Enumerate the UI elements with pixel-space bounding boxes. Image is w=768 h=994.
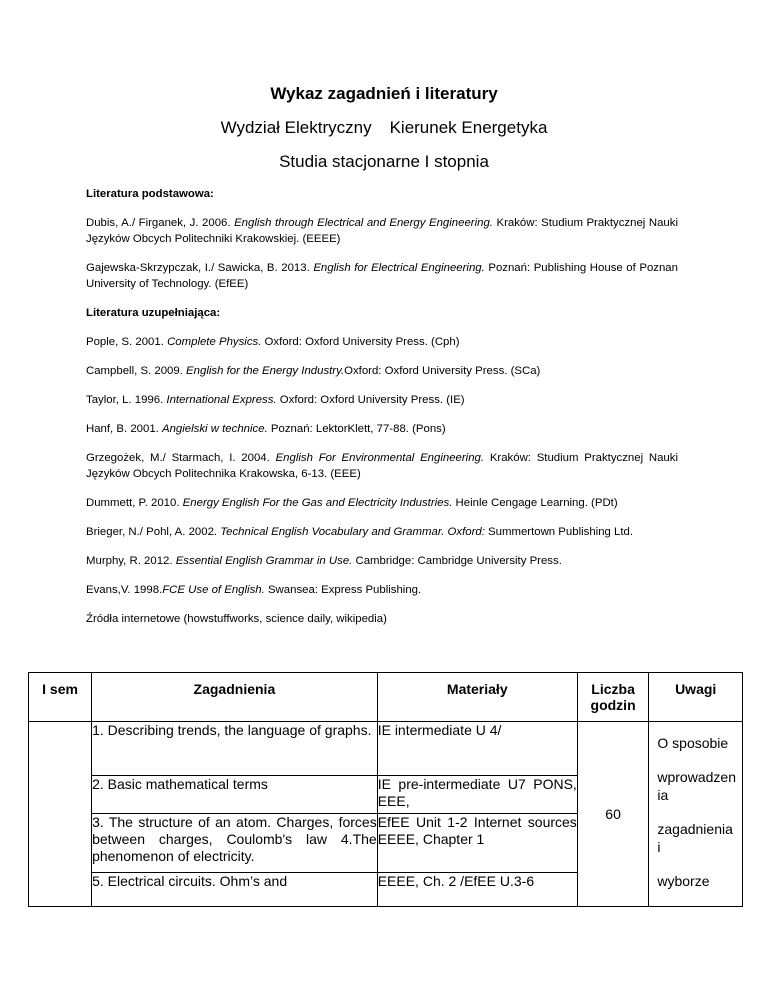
literature-section: [86, 186, 678, 640]
notes-line: O sposobie: [657, 735, 729, 751]
reference-item: Hanf, B. 2001. Angielski w technice. Poznań: LektorKlett, 77-88. (Pons): [86, 423, 446, 435]
course-name: Kierunek Energetyka: [389, 118, 548, 137]
reference-item: Brieger, N./ Pohl, A. 2002. Technical English Vocabulary and Grammar. Oxford: Summertown Publishing Ltd.: [86, 526, 634, 538]
extra-literature-heading: Literatura uzupełniająca:: [86, 307, 221, 319]
topic-cell: 3. The structure of an atom. Charges, forces between charges, Coulomb's law 4.The phenomenon of electricity.: [92, 813, 378, 872]
notes-cell: [649, 722, 743, 907]
table-header-row: [29, 673, 743, 722]
internet-sources: Źródła internetowe (howstuffworks, science daily, wikipedia): [86, 613, 387, 625]
reference-item: Dummett, P. 2010. Energy English For the Gas and Electricity Industries. Heinle Cengage Learning. (PDt): [86, 497, 618, 509]
reference-item: Dubis, A./ Firganek, J. 2006. English through Electrical and Energy Engineering. Kraków: Studium Praktycznej Nauki Języków Obcych Politechniki Krakowskiej. (EEEE): [86, 217, 678, 245]
reference-item: Grzegożek, M./ Starmach, I. 2004. English For Environmental Engineering. Kraków: Studium Praktycznej Nauki Języków Obcych Politechnika Krakowska, 6-13. (EEE): [86, 452, 678, 480]
semester-cell: [29, 722, 92, 907]
reference-item: Taylor, L. 1996. International Express. Oxford: Oxford University Press. (IE): [86, 394, 465, 406]
material-cell: EEEE, Ch. 2 /EfEE U.3-6: [377, 873, 577, 907]
topic-cell: 5. Electrical circuits. Ohm’s and: [92, 873, 378, 907]
header-topics: Zagadnienia: [92, 673, 378, 722]
basic-literature-heading: Literatura podstawowa:: [86, 188, 214, 200]
reference-item: Campbell, S. 2009. English for the Energy Industry.Oxford: Oxford University Press. (SCa): [86, 365, 541, 377]
topic-cell: 2. Basic mathematical terms: [92, 775, 378, 813]
header-notes: Uwagi: [649, 673, 743, 722]
reference-item: Gajewska-Skrzypczak, I./ Sawicka, B. 2013. English for Electrical Engineering. Poznań: Publishing House of Poznan University of Technology. (EfEE): [86, 262, 678, 290]
reference-item: Pople, S. 2001. Complete Physics. Oxford: Oxford University Press. (Cph): [86, 336, 460, 348]
header-materials: Materiały: [377, 673, 577, 722]
topic-cell: 1. Describing trends, the language of graphs.: [92, 722, 378, 776]
study-type: Studia stacjonarne I stopnia: [279, 152, 489, 171]
notes-line: zagadnienia i: [657, 821, 733, 855]
notes-line: wprowadzen ia: [657, 769, 736, 803]
table-row: [29, 722, 743, 776]
hours-cell: 60: [577, 722, 649, 907]
document-title: Wykaz zagadnień i literatury: [270, 84, 498, 103]
header-hours: Liczba godzin: [577, 673, 649, 722]
material-cell: IE pre-intermediate U7 PONS, EEE,: [377, 775, 577, 813]
faculty-line: [0, 118, 768, 138]
syllabus-table: [28, 672, 743, 907]
notes-line: wyborze: [657, 873, 710, 889]
material-cell: EfEE Unit 1-2 Internet sources EEEE, Chapter 1: [377, 813, 577, 872]
reference-item: Murphy, R. 2012. Essential English Grammar in Use. Cambridge: Cambridge University Press.: [86, 555, 562, 567]
material-cell: IE intermediate U 4/: [377, 722, 577, 776]
reference-item: Evans,V. 1998.FCE Use of English. Swansea: Express Publishing.: [86, 584, 422, 596]
header-sem: I sem: [29, 673, 92, 722]
faculty-name: Wydział Elektryczny: [220, 118, 372, 137]
